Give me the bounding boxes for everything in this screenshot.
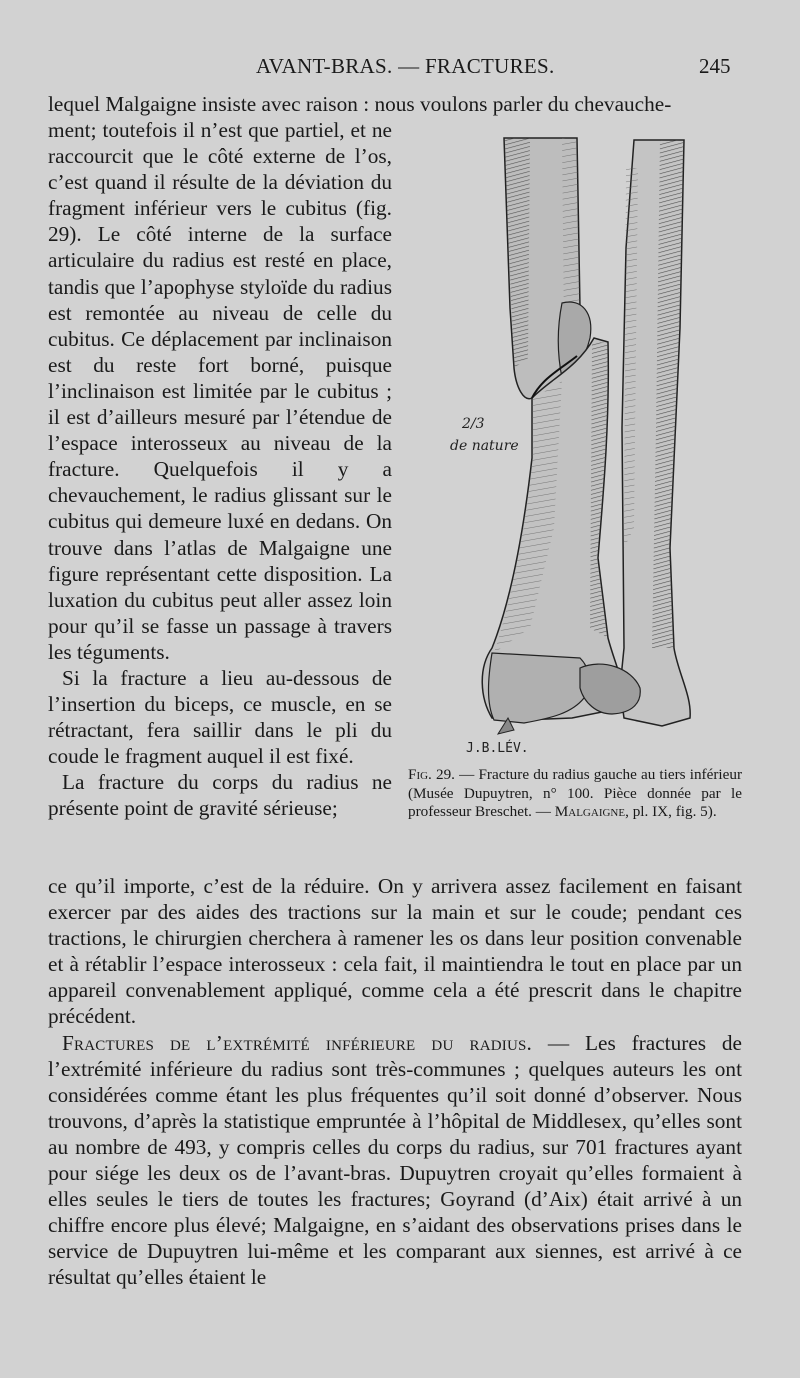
figure-caption xyxy=(408,766,742,822)
scale-note-fraction: 2/3 xyxy=(462,416,485,432)
engraver-signature: J.B.LÉV. xyxy=(466,741,529,756)
left-column xyxy=(48,117,392,822)
first-line xyxy=(48,91,742,117)
full-width-text xyxy=(48,873,742,1291)
paragraph-full-2 xyxy=(48,1030,742,1291)
page-number: 245 xyxy=(699,54,731,78)
caption-text: — Fracture du radius gauche au tiers inférieur (Musée Dupuytren, n° 100. Pièce donnée par le professeur Breschet. — xyxy=(408,766,743,821)
section-body: — Les fractures de l’extrémité inférieure du radius sont très-communes ; quelques auteurs les ont considérées comme étant les plus fréquentes qu’il soit donné d’observer. Nous trouvons, d’après la statistique empruntée à l’hôpital de Middlesex, qu’elles sont au nombre de 493, y compris celles du corps du radius, sur 701 fractures ayant pour siége les deux os de l’avant-bras. Dupuytren croyait qu’elles formaient à elles seules le tiers de toutes les fractures; Goyrand (d’Aix) était arrivé à un chiffre encore plus élevé; Malgaigne, en s’aidant des observations prises dans le service de Dupuytren lui-même et les comparant aux siennes, est arrivé à ce résultat qu’elles étaient le xyxy=(48,1030,742,1290)
caption-reference: , pl. IX, fig. 5). xyxy=(625,803,717,821)
bone-fracture-illustration xyxy=(412,128,742,756)
caption-label: Fig. 29. xyxy=(408,766,455,783)
paragraph-left-1: ment; toutefois il n’est que partiel, et ne raccourcit que le côté externe de l’os, c’est quand il résulte de la déviation du fragment inférieur vers le cubitus (fig. 29). Le côté interne de la surface articulaire du radius est resté en place, tandis que l’apophyse styloïde du radius est remontée au niveau de celle du cubitus. Ce déplacement par inclinaison est du reste fort borné, puisque l’inclinaison est limitée par le cubitus ; il est d’ailleurs mesuré par l’étendue de l’espace interosseux au niveau de la fracture. Quelquefois il y a chevauchement, le radius glissant sur le cubitus qui demeure luxé en dedans. On trouve dans l’atlas de Malgaigne une figure représentant cette disposition. La luxation du cubitus peut aller assez loin pour qu’il se fasse un passage à travers les téguments. xyxy=(48,118,392,664)
section-heading: Fractures de l’extrémité inférieure du radius. xyxy=(62,1030,533,1055)
paragraph-left-3: La fracture du corps du radius ne présente point de gravité sérieuse; xyxy=(48,770,392,821)
paragraph-full-1: ce qu’il importe, c’est de la réduire. On y arrivera assez facilement en faisant exercer par des aides des tractions sur la main et sur le coude; pendant ces tractions, le chirurgien cherchera à ramener les os dans leur position convenable et à rétablir l’espace interosseux : cela fait, il maintiendra le tout en place par un appareil convenablement appliqué, comme cela a été prescrit dans le chapitre précédent. xyxy=(48,874,742,1029)
first-line-text: lequel Malgaigne insiste avec raison : nous voulons parler du chevauche- xyxy=(48,92,672,116)
scale-note-text: de nature xyxy=(450,438,519,454)
running-head: AVANT-BRAS. — FRACTURES. xyxy=(256,54,555,78)
page-header xyxy=(0,52,800,82)
paragraph-left-2: Si la fracture a lieu au-dessous de l’insertion du biceps, ce muscle, en se rétractant, fera saillir dans le pli du coude le fragment auquel il est fixé. xyxy=(48,665,392,769)
caption-author: Malgaigne xyxy=(554,803,626,821)
